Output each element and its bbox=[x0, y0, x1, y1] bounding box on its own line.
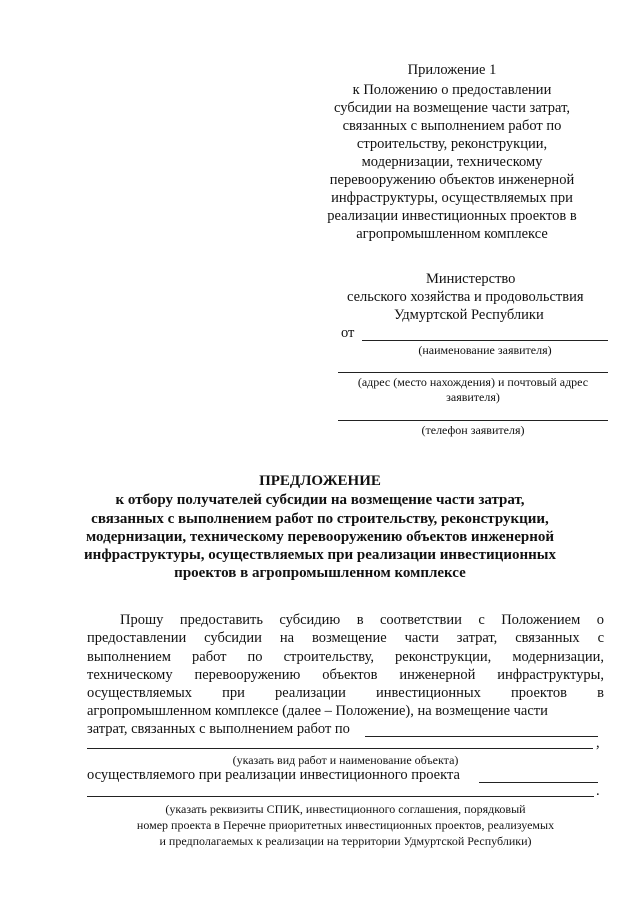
annex-line-3: субсидии на возмещение части затрат, bbox=[334, 100, 570, 116]
applicant-address-caption-1: (адрес (место нахождения) и почтовый адрес bbox=[357, 375, 589, 389]
body-word: в bbox=[597, 685, 604, 701]
body-word: реконструкции, bbox=[395, 649, 492, 665]
document-title: ПРЕДЛОЖЕНИЕ bbox=[259, 473, 381, 489]
heading-line-5: проектов в агропромышленном комплексе bbox=[174, 565, 466, 581]
body-word: при bbox=[222, 685, 245, 701]
body-word: возмещение bbox=[311, 630, 387, 646]
body-word: инвестиционных bbox=[376, 685, 481, 701]
annex-line-1: Приложение 1 bbox=[407, 62, 497, 78]
body-word: проектов bbox=[511, 685, 567, 701]
applicant-phone-field[interactable] bbox=[338, 420, 608, 421]
work-type-field[interactable] bbox=[365, 736, 598, 737]
work-object-field[interactable] bbox=[87, 748, 593, 749]
body-word: предоставлении bbox=[87, 630, 187, 646]
body-word: в bbox=[356, 612, 364, 628]
line-end-period: . bbox=[596, 783, 600, 799]
heading-line-4: инфраструктуры, осуществляемых при реализации инвестиционных bbox=[84, 547, 556, 563]
body-line-1 bbox=[120, 613, 604, 628]
body-word: с bbox=[597, 630, 604, 646]
body-word: на bbox=[279, 630, 295, 646]
body-word: объектов bbox=[322, 667, 378, 683]
body-line-9: осуществляемого при реализации инвестиционного проекта bbox=[87, 767, 460, 783]
body-word: выполнением bbox=[87, 649, 171, 665]
from-label: от bbox=[341, 325, 355, 341]
body-word: предоставить bbox=[179, 612, 263, 628]
body-word: по bbox=[247, 649, 263, 665]
heading-line-2: связанных с выполнением работ по строительству, реконструкции, bbox=[91, 511, 549, 527]
body-word: строительству, bbox=[283, 649, 374, 665]
annex-line-2: к Положению о предоставлении bbox=[352, 82, 552, 98]
project-details-caption-1: (указать реквизиты СПИК, инвестиционного соглашения, порядковый bbox=[165, 802, 526, 816]
project-details-caption-3: и предполагаемых к реализации на территории Удмуртской Республики) bbox=[159, 834, 532, 848]
annex-line-7: перевооружению объектов инженерной bbox=[329, 172, 575, 188]
body-line-7: затрат, связанных с выполнением работ по bbox=[87, 721, 350, 737]
body-word: реализации bbox=[275, 685, 346, 701]
body-line-6: агропромышленном комплексе (далее – Положение), на возмещение части bbox=[87, 703, 548, 719]
body-word: соответствии bbox=[379, 612, 462, 628]
heading-line-3: модернизации, техническому перевооружению объектов инженерной bbox=[86, 529, 554, 545]
body-word: работ bbox=[192, 649, 227, 665]
addressee-ministry: Министерство bbox=[426, 271, 516, 287]
investment-project-field[interactable] bbox=[479, 782, 598, 783]
body-word: инженерной bbox=[399, 667, 476, 683]
applicant-phone-caption: (телефон заявителя) bbox=[421, 423, 525, 437]
body-word: Прошу bbox=[120, 612, 164, 628]
work-object-caption: (указать вид работ и наименование объекта) bbox=[232, 753, 459, 767]
applicant-name-caption: (наименование заявителя) bbox=[418, 343, 552, 357]
body-line-5 bbox=[87, 686, 604, 701]
body-line-2 bbox=[87, 631, 604, 646]
body-word: модернизации, bbox=[512, 649, 604, 665]
body-word: о bbox=[596, 612, 604, 628]
applicant-address-caption-2: заявителя) bbox=[446, 390, 500, 404]
project-details-field[interactable] bbox=[87, 796, 594, 797]
annex-line-6: модернизации, техническому bbox=[361, 154, 543, 170]
body-word: техническому bbox=[87, 667, 173, 683]
body-line-3 bbox=[87, 650, 604, 665]
project-details-caption-2: номер проекта в Перечне приоритетных инвестиционных проектов, реализуемых bbox=[136, 818, 555, 832]
applicant-name-field[interactable] bbox=[362, 340, 608, 341]
annex-line-10: агропромышленном комплексе bbox=[356, 226, 548, 242]
body-line-4 bbox=[87, 668, 604, 683]
annex-line-4: связанных с выполнением работ по bbox=[342, 118, 562, 134]
annex-line-9: реализации инвестиционных проектов в bbox=[327, 208, 577, 224]
body-word: перевооружению bbox=[194, 667, 301, 683]
addressee-region: Удмуртской Республики bbox=[394, 307, 544, 323]
annex-line-5: строительству, реконструкции, bbox=[356, 136, 548, 152]
body-word: субсидию bbox=[279, 612, 341, 628]
body-word: части bbox=[404, 630, 439, 646]
line-end-comma: , bbox=[596, 735, 600, 751]
body-word: субсидии bbox=[204, 630, 262, 646]
body-word: инфраструктуры, bbox=[497, 667, 604, 683]
applicant-address-field[interactable] bbox=[338, 372, 608, 373]
body-word: затрат, bbox=[456, 630, 498, 646]
body-word: осуществляемых bbox=[87, 685, 193, 701]
body-word: Положением bbox=[501, 612, 581, 628]
body-word: связанных bbox=[515, 630, 580, 646]
body-word: с bbox=[478, 612, 485, 628]
annex-line-8: инфраструктуры, осуществляемых при bbox=[331, 190, 573, 206]
heading-line-1: к отбору получателей субсидии на возмещение части затрат, bbox=[115, 492, 525, 508]
addressee-ministry-name: сельского хозяйства и продовольствия bbox=[347, 289, 584, 305]
